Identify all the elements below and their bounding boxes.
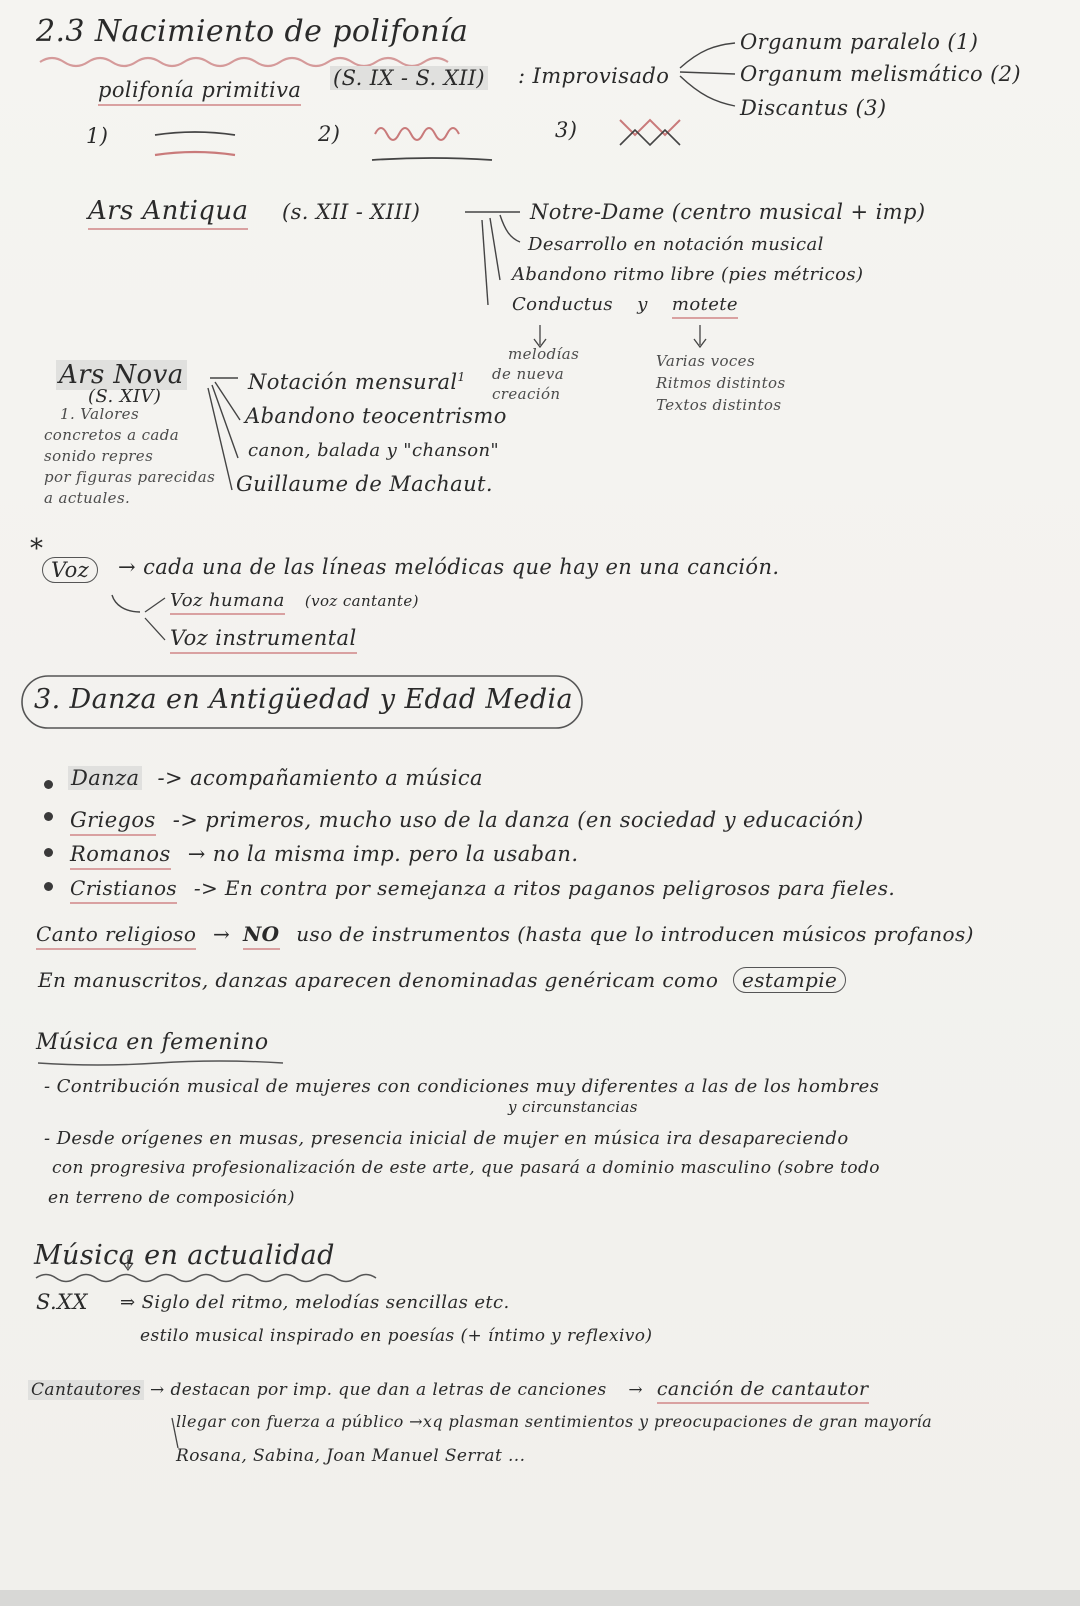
fem-p1: - Contribución musical de mujeres con condiciones muy diferentes a las de los hombres	[44, 1076, 880, 1097]
melismatic-base-line	[372, 158, 492, 160]
improvisado-label: : Improvisado	[518, 64, 670, 88]
canto-no: NO	[243, 922, 280, 950]
sxx-label: S.XX	[36, 1290, 88, 1314]
nova-branch-1	[215, 382, 240, 420]
polifonia-primitiva-label	[98, 78, 301, 102]
canto-key: Canto religioso	[36, 922, 196, 950]
voz-branch-instr	[145, 618, 165, 640]
antiqua-branch-3	[482, 220, 488, 305]
nova-item-machaut: Guillaume de Machaut.	[236, 472, 493, 496]
bullet-dot	[44, 882, 53, 891]
manuscritos-text: En manuscritos, danzas aparecen denominadas genéricam como	[38, 968, 719, 992]
symbol-number-1: 1)	[86, 124, 109, 148]
arrow-to-organum2	[680, 72, 735, 74]
bullet-romanos	[70, 842, 578, 866]
antiqua-item-conductus-motete	[512, 294, 738, 315]
bullet-text: -> En contra por semejanza a ritos paganos peligrosos para fieles.	[193, 876, 896, 900]
nova-footnote-line: sonido repres	[44, 447, 154, 465]
ars-antiqua-dates: (s. XII - XIII)	[282, 200, 421, 224]
bullet-key: Griegos	[70, 808, 156, 836]
ars-nova-text: Ars Nova	[56, 360, 187, 390]
voz-humana-note: (voz cantante)	[304, 592, 419, 610]
dates-highlight: (S. IX - S. XII)	[330, 66, 488, 90]
arrow-to-discantus	[680, 76, 735, 106]
motete-desc-line: Textos distintos	[656, 396, 782, 414]
cant-line-1-result: canción de cantautor	[657, 1378, 869, 1404]
arrow-down-motete	[694, 325, 706, 347]
voz-humana	[170, 590, 419, 611]
bullet-dot	[44, 848, 53, 857]
parallel-lines-symbol	[155, 132, 235, 135]
discantus-red-line	[620, 120, 680, 135]
motete-desc	[656, 350, 786, 416]
symbol-number-2: 2)	[318, 122, 341, 146]
actual-wavy-underline	[36, 1275, 376, 1282]
antiqua-branch-1	[500, 215, 520, 242]
arrow-to-organum1	[680, 43, 735, 68]
actual-title: Música en actualidad	[34, 1240, 335, 1271]
voz-arrow-down	[112, 595, 140, 612]
voz-definition: → cada una de las líneas melódicas que hay en una canción.	[118, 555, 780, 579]
fem-p1b: y circunstancias	[508, 1098, 638, 1116]
canto-text: uso de instrumentos (hasta que lo introducen músicos profanos)	[296, 922, 974, 946]
bullet-danza	[68, 766, 483, 790]
organum-melismatico: Organum melismático (2)	[740, 62, 1022, 86]
voz-star: *	[30, 534, 44, 564]
bullet-key: Danza	[68, 766, 142, 790]
canto-arrow: →	[213, 922, 231, 946]
conductus-desc-line: de nueva	[492, 365, 565, 383]
voz-instrumental-text: Voz instrumental	[170, 626, 357, 654]
bullet-cristianos	[70, 876, 895, 900]
discantus: Discantus (3)	[740, 96, 887, 120]
section-title-danza: 3. Danza en Antigüedad y Edad Media	[34, 684, 574, 715]
ars-nova-dates: (S. XIV)	[88, 386, 162, 407]
nova-footnote-line: concretos a cada	[44, 426, 180, 444]
fem-p2b: con progresiva profesionalización de este arte, que pasará a dominio masculino (sobre todo	[52, 1158, 880, 1178]
and-word: y	[637, 294, 648, 315]
cant-line-1-arrow: →	[628, 1380, 644, 1400]
cant-line-2: llegar con fuerza a público →xq plasman sentimientos y preocupaciones de gran mayoría	[176, 1412, 933, 1431]
organum-paralelo: Organum paralelo (1)	[740, 30, 979, 54]
nova-footnote-line: 1. Valores	[60, 405, 140, 423]
ars-antiqua-text: Ars Antiqua	[88, 196, 248, 230]
voz-label	[42, 558, 98, 582]
voz-instrumental	[170, 626, 357, 650]
estilo-line: estilo musical inspirado en poesías (+ íntimo y reflexivo)	[140, 1326, 653, 1346]
cantautores-label	[28, 1380, 144, 1400]
bullet-key: Cristianos	[70, 876, 177, 904]
manuscritos-line	[38, 968, 846, 992]
nova-item-mensural	[248, 370, 466, 394]
ars-antiqua-label	[88, 196, 248, 226]
cantautores-key: Cantautores	[28, 1380, 144, 1400]
voz-boxed-word: Voz	[42, 557, 98, 583]
nova-footnote	[44, 404, 216, 509]
bullet-dot	[44, 780, 53, 789]
canto-religioso-line	[36, 922, 974, 946]
estampie-word: estampie	[733, 967, 846, 993]
fem-p2a: - Desde orígenes en musas, presencia inicial de mujer en música ira desapareciendo	[44, 1128, 849, 1149]
bullet-text: → no la misma imp. pero la usaban.	[187, 842, 579, 866]
discantus-black-line	[620, 130, 680, 145]
cant-line-1-text: → destacan por imp. que dan a letras de canciones	[150, 1380, 607, 1400]
motete-desc-line: Ritmos distintos	[656, 374, 786, 392]
bullet-dot	[44, 812, 53, 821]
voz-humana-text: Voz humana	[170, 590, 285, 615]
antiqua-item-notre-dame: Notre-Dame (centro musical + imp)	[530, 200, 926, 224]
page-bottom-edge	[0, 1590, 1080, 1606]
parallel-lines-symbol-red	[155, 152, 235, 155]
nova-footnote-line: por figuras parecidas	[44, 468, 216, 486]
conductus-desc-line: melodías	[508, 345, 580, 363]
polifonia-primitiva-dates	[330, 66, 488, 90]
sxx-line: ⇒ Siglo del ritmo, melodías sencillas etc.	[120, 1292, 510, 1313]
fem-title: Música en femenino	[36, 1030, 269, 1055]
fem-underline	[38, 1061, 283, 1065]
melismatic-symbol	[375, 128, 459, 140]
cant-line-1	[150, 1378, 869, 1400]
conductus-word: Conductus	[512, 294, 614, 315]
motete-word: motete	[672, 294, 738, 319]
fem-p2c: en terreno de composición)	[48, 1188, 295, 1208]
cant-line-3: Rosana, Sabina, Joan Manuel Serrat ...	[176, 1446, 526, 1466]
antiqua-item-ritmo: Abandono ritmo libre (pies métricos)	[512, 264, 864, 285]
bullet-key: Romanos	[70, 842, 171, 870]
voz-branch-human	[145, 598, 165, 612]
nova-item-canon: canon, balada y "chanson"	[248, 440, 500, 461]
antiqua-branch-2	[490, 218, 500, 280]
polifonia-primitiva-text: polifonía primitiva	[98, 78, 301, 106]
mensural-footnote-mark: 1	[457, 370, 466, 384]
nova-footnote-line: a actuales.	[44, 489, 131, 507]
conductus-desc	[492, 344, 580, 404]
motete-desc-line: Varias voces	[656, 352, 756, 370]
nova-item-teocentrismo: Abandono teocentrismo	[245, 404, 507, 428]
bullet-griegos	[70, 808, 864, 832]
symbol-number-3: 3)	[555, 118, 578, 142]
bullet-text: -> primeros, mucho uso de la danza (en sociedad y educación)	[172, 808, 864, 832]
mensural-text: Notación mensural	[248, 370, 458, 394]
bullet-text: -> acompañamiento a música	[157, 766, 483, 790]
conductus-desc-line: creación	[492, 385, 561, 403]
antiqua-item-notacion: Desarrollo en notación musical	[528, 234, 824, 255]
title-wavy-underline	[40, 58, 448, 66]
section-title-polifonia: 2.3 Nacimiento de polifonía	[36, 14, 469, 49]
